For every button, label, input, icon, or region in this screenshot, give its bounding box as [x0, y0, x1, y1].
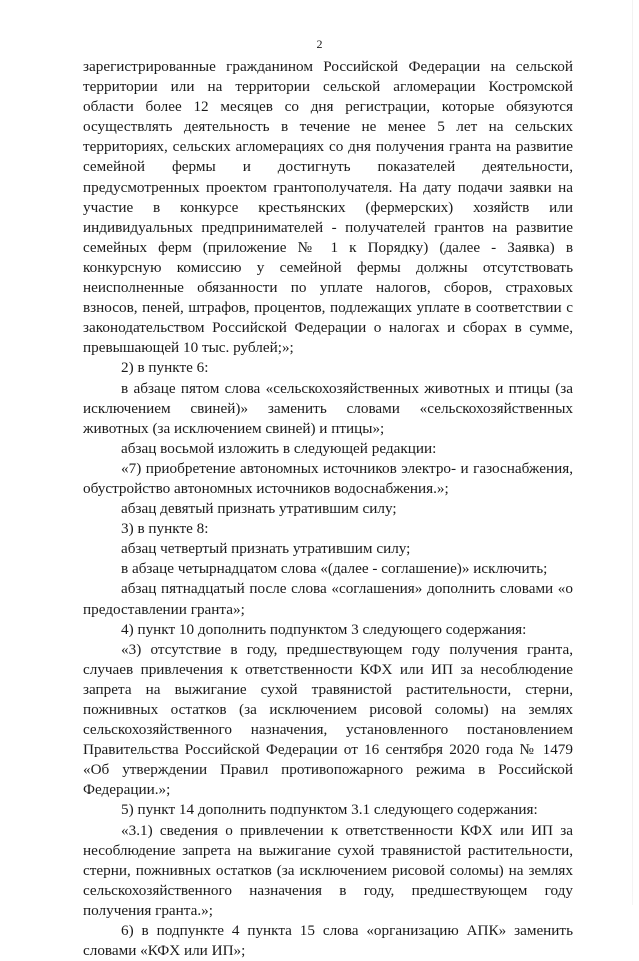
text-line: семейной фермы и достигнуть показателей деятельности, [83, 158, 573, 176]
text-line: «Об утверждении Правил противопожарного режима в Российской [83, 761, 573, 779]
text-line: зарегистрированные гражданином Российской Федерации на сельской [83, 58, 573, 75]
text-line: случаев привлечения к ответственности КФХ или ИП за несоблюдение [83, 660, 573, 678]
text-line: территориях, сельских агломерациях со дня получения гранта на развитие [83, 138, 573, 156]
text-line: сельскохозяйственного назначения в году, предшествующем году [83, 881, 573, 899]
text-line: индивидуальных предпринимателей - получателей грантов на развитие [83, 218, 573, 236]
text-line: получения гранта.»; [83, 901, 213, 919]
text-line: 3) в пункте 8: [121, 520, 209, 538]
text-line: Правительства Российской Федерации от 16 сентября 2020 года № 1479 [83, 741, 573, 759]
text-line: несоблюдение запрета на выжигание сухой травянистой растительности, [83, 841, 573, 859]
text-line: пожнивных остатков (за исключением рисовой соломы) на землях [83, 701, 573, 718]
text-line: превышающей 10 тыс. рублей;»; [83, 339, 294, 357]
text-line: сельскохозяйственного назначения, установленного постановлением [83, 721, 573, 739]
text-line: территории или на территории сельской агломерации Костромской [83, 78, 573, 96]
text-line: предусмотренных проектом грантополучателя. На дату подачи заявки на [83, 178, 573, 196]
text-line: области более 12 месяцев со дня регистрации, которые обязуются [83, 98, 573, 116]
text-line: в абзаце пятом слова «сельскохозяйственных животных и птицы (за [121, 379, 573, 397]
text-line: стерни, пожнивных остатков (за исключением рисовой соломы) на землях [83, 861, 573, 879]
text-line: абзац четвертый признать утратившим силу; [121, 540, 411, 558]
document-body [83, 57, 573, 961]
text-line: 6) в подпункте 4 пункта 15 слова «организацию АПК» заменить [121, 922, 573, 940]
text-line: абзац девятый признать утратившим силу; [121, 500, 397, 518]
text-line: в абзаце четырнадцатом слова «(далее - соглашение)» исключить; [121, 560, 548, 578]
text-line: исключением свиней)» заменить словами «сельскохозяйственных [83, 399, 573, 417]
text-line: запрета на выжигание сухой травянистой растительности, стерни, [83, 680, 573, 698]
text-line: предоставлении гранта»; [83, 600, 245, 618]
text-line: Федерации.»; [83, 781, 171, 799]
text-line: 4) пункт 10 дополнить подпунктом 3 следующего содержания: [121, 620, 527, 638]
text-line: неисполненные обязанности по уплате налогов, сборов, страховых [83, 279, 573, 297]
text-line: участие в конкурсе крестьянских (фермерских) хозяйств или [83, 198, 573, 216]
text-line: законодательством Российской Федерации о налогах и сборах в сумме, [83, 319, 573, 337]
text-line: «3) отсутствие в году, предшествующем году получения гранта, [121, 640, 573, 658]
text-line: конкурсную комиссию у семейной фермы должны отсутствовать [83, 258, 573, 276]
text-line: абзац пятнадцатый после слова «соглашения» дополнить словами «о [121, 580, 573, 598]
text-line: абзац восьмой изложить в следующей редакции: [121, 439, 437, 457]
text-line: 5) пункт 14 дополнить подпунктом 3.1 следующего содержания: [121, 801, 538, 819]
text-line: обустройство автономных источников водоснабжения.»; [83, 479, 449, 497]
text-line: взносов, пеней, штрафов, процентов, подлежащих уплате в соответствии с [83, 299, 573, 317]
text-line: 2) в пункте 6: [121, 359, 209, 377]
text-line: животных (за исключением свиней) и птицы»; [83, 419, 385, 437]
text-line: осуществлять деятельность в течение не менее 5 лет на сельских [83, 118, 573, 136]
text-line: «3.1) сведения о привлечении к ответственности КФХ или ИП за [121, 821, 573, 839]
page-number: 2 [316, 37, 323, 51]
text-line: словами «КФХ или ИП»; [83, 942, 246, 960]
scan-edge-shadow [632, 0, 633, 905]
text-line: «7) приобретение автономных источников электро- и газоснабжения, [121, 459, 573, 477]
text-line: семейных ферм (приложение № 1 к Порядку) (далее - Заявка) в [83, 238, 573, 256]
